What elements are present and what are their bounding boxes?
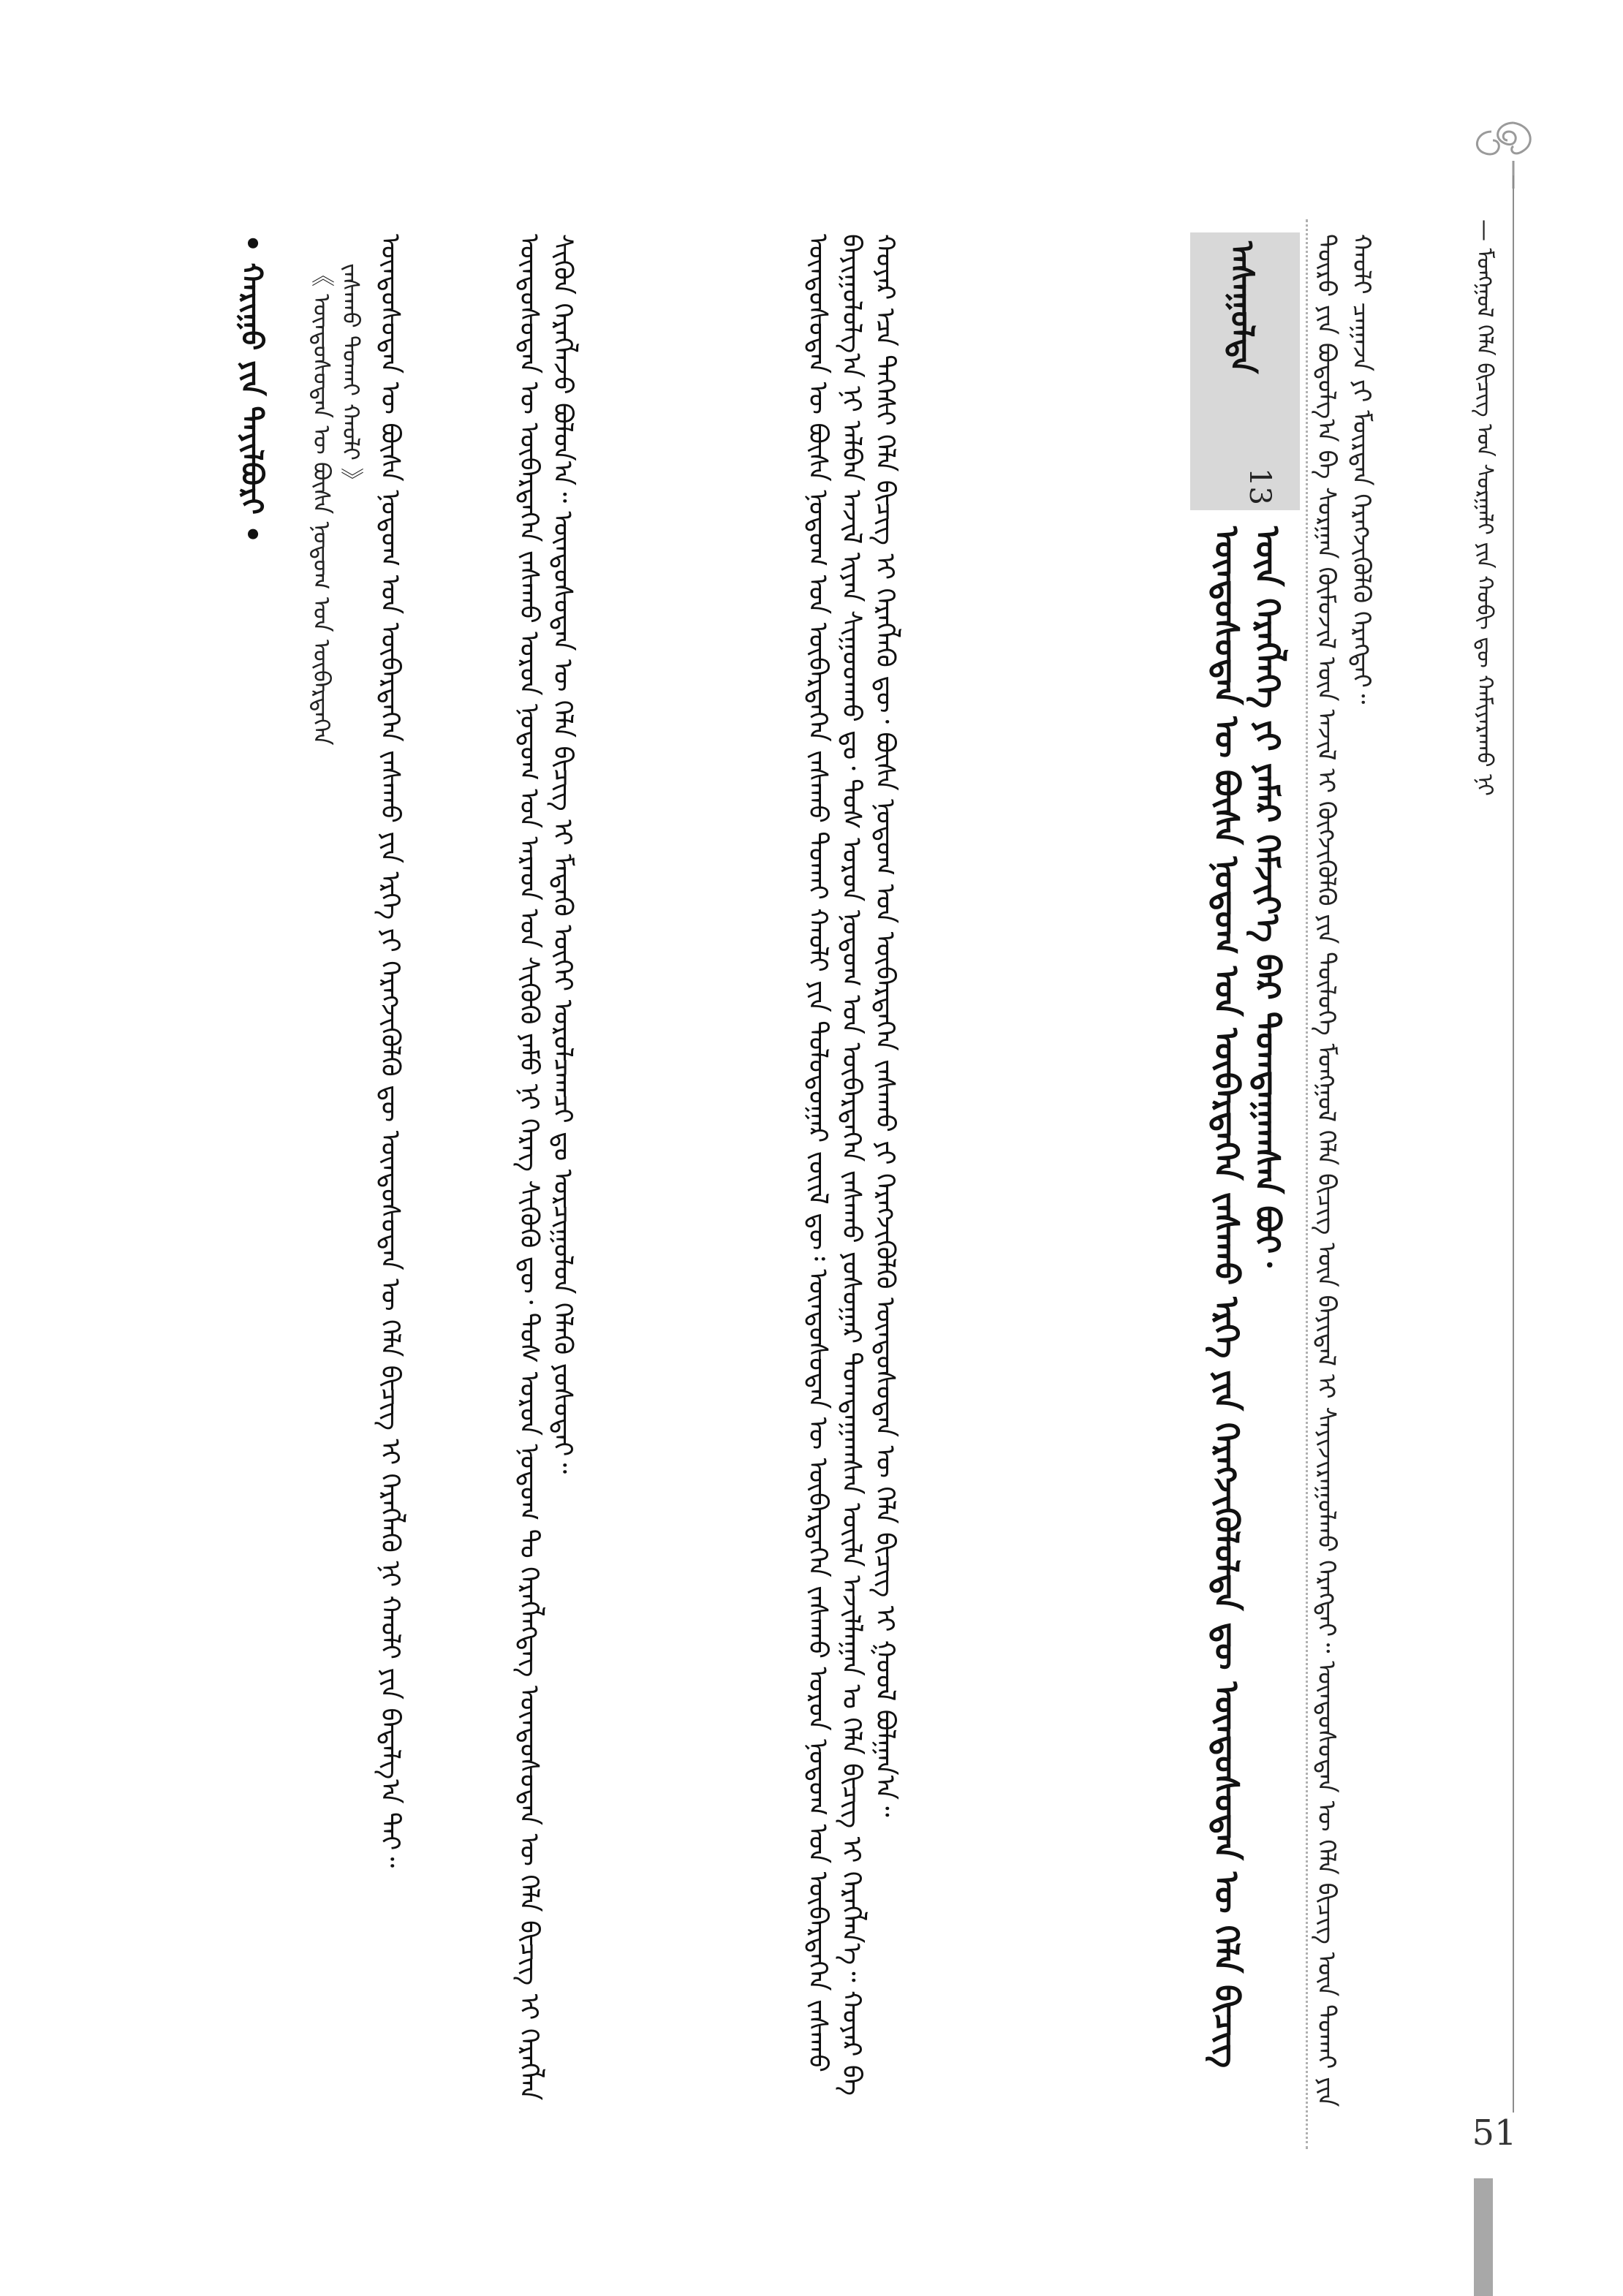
page-number: 51: [1472, 2113, 1517, 2153]
source-citation: 《 ᠦᠨᠳᠦᠰᠦᠲᠡᠨ ᠦ ᠪᠦᠰᠡ ᠨᠤᠲᠤᠭ ᠤᠨ ᠥᠪᠡᠷᠲᠡᠭᠡᠨ ᠵᠠᠰᠠᠬᠤ ᠲᠤᠬᠠᠢ ᠬᠠᠤᠯᠢ 》: [308, 263, 365, 746]
question-heading: ᠦᠨᠳᠦᠰᠦᠲᠡᠨ ᠦ ᠪᠦᠰᠡ ᠨᠤᠲᠤᠭ ᠤᠨ ᠥᠪᠡᠷᠲᠡᠭᠡᠨ ᠵᠠᠰᠠᠬᠤ ᠡᠷᠬᠡ ᠶᠢᠨ ᠬᠡᠷᠡᠭᠵᠢᠭᠦᠯᠦᠯᠲᠡ ᠳᠦ ᠦᠨᠳᠦᠰᠦᠲᠡᠨ ᠦ ᠬᠡᠯᠡ ᠪᠢᠴᠢᠭ᠌ ᠦᠨ ᠬᠡᠷᠡᠭᠯᠡᠭᠡ ᠶᠢ ᠶᠠᠮᠠᠷ ᠬᠡᠮᠵᠢᠶ᠎ᠡ ᠪᠡᠷ ᠲᠣᠭᠲᠠᠭᠠᠭᠰᠠᠨ ᠪᠤᠢ᠂: [1207, 526, 1287, 2069]
section-number: 13: [1243, 468, 1276, 505]
decorative-ornament: [1462, 117, 1550, 190]
running-head-text: — ᠮᠣᠩᠭᠣᠯ ᠬᠡᠯᠡ ᠪᠢᠴᠢᠭ᠌ ᠤᠨ ᠰᠤᠷᠭᠠᠯᠢ ᠶᠢᠨ ᠬᠤᠪᠢ ᠳᠦ ᠬᠠᠮᠢᠶᠠᠷᠠᠬᠤ ᠨᠢ: [1472, 219, 1497, 796]
body-paragraph-1: ᠦᠨᠳᠦᠰᠦᠲᠡᠨ ᠦ ᠪᠦᠰᠡ ᠨᠤᠲᠤᠭ ᠤᠨ ᠥᠪᠡᠷᠲᠡᠭᠡᠨ ᠵᠠᠰᠠᠬᠤ ᠲᠤᠬᠠᠢ ᠬᠠᠤᠯᠢ ᠶᠢᠨ ᠳᠣᠯᠤᠳᠤᠭᠠᠷ ᠵᠦᠢᠯ ᠳᠦ᠄ ᠦᠨᠳᠦᠰᠦᠲᠡᠨ ᠦ ᠥᠪᠡᠷᠲᠡᠭᠡᠨ ᠵᠠᠰᠠᠬᠤ ᠣᠷᠣᠨ ᠨᠤᠲᠤᠭ ᠤᠨ ᠥᠪᠡᠷᠲᠡᠭᠡᠨ ᠵᠠᠰᠠᠬᠤ ᠪᠠᠶᠢᠭᠤᠯᠤᠯᠭ᠎ᠠ ᠨᠢ ᠠᠯᠪᠠᠨ ᠠᠵᠢᠯ ᠢᠶᠠᠨ ᠰᠢᠭᠤᠳᠬᠤ ᠳᠤ᠂ ᠲᠤᠰ ᠣᠷᠣᠨ ᠨᠤᠲᠤᠭ ᠤᠨ ᠥᠪᠡᠷᠲᠡᠭᠡᠨ ᠵᠠᠰᠠᠬᠤ ᠶᠣᠰᠣᠭᠠᠷ ᠲᠣᠭᠲᠠᠭᠠᠭᠰᠠᠨ ᠦᠢᠯᠡ ᠠᠵᠢᠯᠯᠠᠭᠠᠨ ᠤ ᠬᠡᠯᠡ ᠪᠢᠴᠢᠭ᠌ ᠢ ᠬᠡᠷᠡᠭᠯᠡᠨ᠎ᠡ᠃ ᠬᠣᠶᠠᠷ ᠪᠠ ᠬᠣᠶᠠᠷ ᠡᠴᠡ ᠳᠡᠭᠡᠰᠢ ᠬᠡᠯᠡ ᠪᠢᠴᠢᠭ᠌ ᠢ ᠬᠡᠷᠡᠭᠯᠡᠬᠦ ᠳᠦ᠂ ᠪᠦᠰᠡ ᠨᠤᠲᠤᠭ ᠤᠨ ᠥᠪᠡᠷᠲᠡᠭᠡᠨ ᠵᠠᠰᠠᠬᠤ ᠶᠢ ᠬᠡᠷᠡᠭᠵᠢᠭᠦᠯᠬᠦ ᠦᠨᠳᠦᠰᠦᠲᠡᠨ ᠦ ᠬᠡᠯᠡ ᠪᠢᠴᠢᠭ᠌ ᠢ ᠭᠣᠣᠯ ᠪᠣᠯᠭᠠᠨ᠎ᠠ᠃: [803, 234, 900, 2096]
page-edge-tab: [1474, 2178, 1493, 2296]
subsection-heading: • ᠬᠠᠷᠢᠭᠤ ᠶᠢᠨ ᠲᠠᠶᠢᠯᠪᠤᠷᠢ •: [235, 234, 268, 544]
body-paragraph-3: ᠦᠨᠳᠦᠰᠦᠲᠡᠨ ᠦ ᠪᠦᠰᠡ ᠨᠤᠲᠤᠭ ᠤᠨ ᠥᠪᠡᠷᠲᠡᠭᠡᠨ ᠵᠠᠰᠠᠬᠤ ᠶᠢᠨ ᠡᠷᠬᠡ ᠶᠢ ᠬᠡᠷᠡᠭᠵᠢᠭᠦᠯᠬᠦ ᠳᠦ ᠦᠨᠳᠦᠰᠦᠲᠡᠨ ᠦ ᠬᠡᠯᠡ ᠪᠢᠴᠢᠭ᠌ ᠢ ᠬᠡᠷᠡᠭᠯᠡᠬᠦ ᠨᠢ ᠬᠠᠤᠯᠢ ᠶᠢᠨ ᠪᠠᠲᠠᠯᠭ᠎ᠠ ᠲᠠᠢ᠃: [375, 234, 405, 1868]
body-paragraph-2: ᠦᠨᠳᠦᠰᠦᠲᠡᠨ ᠦ ᠥᠪᠡᠷᠲᠡᠭᠡᠨ ᠵᠠᠰᠠᠬᠤ ᠣᠷᠣᠨ ᠨᠤᠲᠤᠭ ᠤᠨ ᠠᠷᠠᠳ ᠤᠨ ᠰᠢᠭᠦᠬᠦ ᠶᠠᠮᠤ ᠨᠢ ᠬᠡᠷᠡᠭ ᠰᠢᠭᠦᠬᠦ ᠳᠦ᠂ ᠲᠤᠰ ᠣᠷᠣᠨ ᠨᠤᠲᠤᠭ ᠲᠤ ᠬᠡᠷᠡᠭᠯᠡᠭᠳᠡᠭ ᠦᠨᠳᠦᠰᠦᠲᠡᠨ ᠦ ᠬᠡᠯᠡ ᠪᠢᠴᠢᠭ᠌ ᠢ ᠬᠡᠷᠡᠭᠯᠡᠨ ᠰᠢᠭᠦᠨ ᠬᠡᠷᠡᠭᠯᠡᠵᠦ ᠪᠣᠯᠣᠨ᠎ᠠ᠃ ᠦᠨᠳᠦᠰᠦᠲᠡᠨ ᠦ ᠬᠡᠯᠡ ᠪᠢᠴᠢᠭ᠌ ᠢ ᠮᠡᠳᠡᠬᠦ ᠦᠭᠡᠢ ᠣᠷᠣᠯᠴᠠᠭᠴᠢ ᠳᠤ ᠣᠷᠴᠢᠭᠤᠯᠤᠨ ᠬᠡᠯᠡᠬᠦ ᠶᠣᠰᠣᠲᠠᠢ᠃: [514, 234, 578, 2101]
intro-paragraph: ᠲᠦᠷᠦ ᠶᠢᠨ ᠪᠣᠳᠣᠯᠭ᠎ᠠ ᠪᠠ ᠰᠤᠷᠭᠠᠨ ᠬᠦᠮᠦᠵᠢᠯ ᠦᠨ ᠠᠵᠢᠯ ᠢ ᠬᠥᠭᠵᠢᠭᠦᠯᠬᠦ ᠶᠢᠨ ᠲᠥᠯᠦᠭᠡ ᠮᠣᠩᠭᠣᠯ ᠬᠡᠯᠡ ᠪᠢᠴᠢᠭ᠌ ᠦᠨ ᠪᠠᠶᠢᠳᠠᠯ ᠢ ᠰᠠᠶᠢᠵᠢᠷᠠᠭᠤᠯᠬᠤ ᠬᠡᠷᠡᠭᠲᠡᠢ᠃ ᠦᠨᠳᠦᠰᠦᠲᠡᠨ ᠦ ᠬᠡᠯᠡ ᠪᠢᠴᠢᠭ᠌ ᠦᠨ ᠲᠤᠬᠠᠢ ᠶᠢᠨ ᠬᠠᠤᠯᠢ ᠴᠠᠭᠠᠵᠠ ᠶᠢ ᠮᠥᠷᠳᠡᠨ ᠬᠡᠷᠡᠭᠵᠢᠭᠦᠯᠬᠦ ᠬᠡᠷᠡᠭᠲᠡᠢ᠃: [1312, 234, 1376, 2107]
section-label: ᠠᠰᠠᠭᠤᠯᠲᠠ: [1223, 241, 1260, 374]
dotted-divider: [1306, 219, 1308, 2149]
running-head: [1469, 219, 1528, 1316]
